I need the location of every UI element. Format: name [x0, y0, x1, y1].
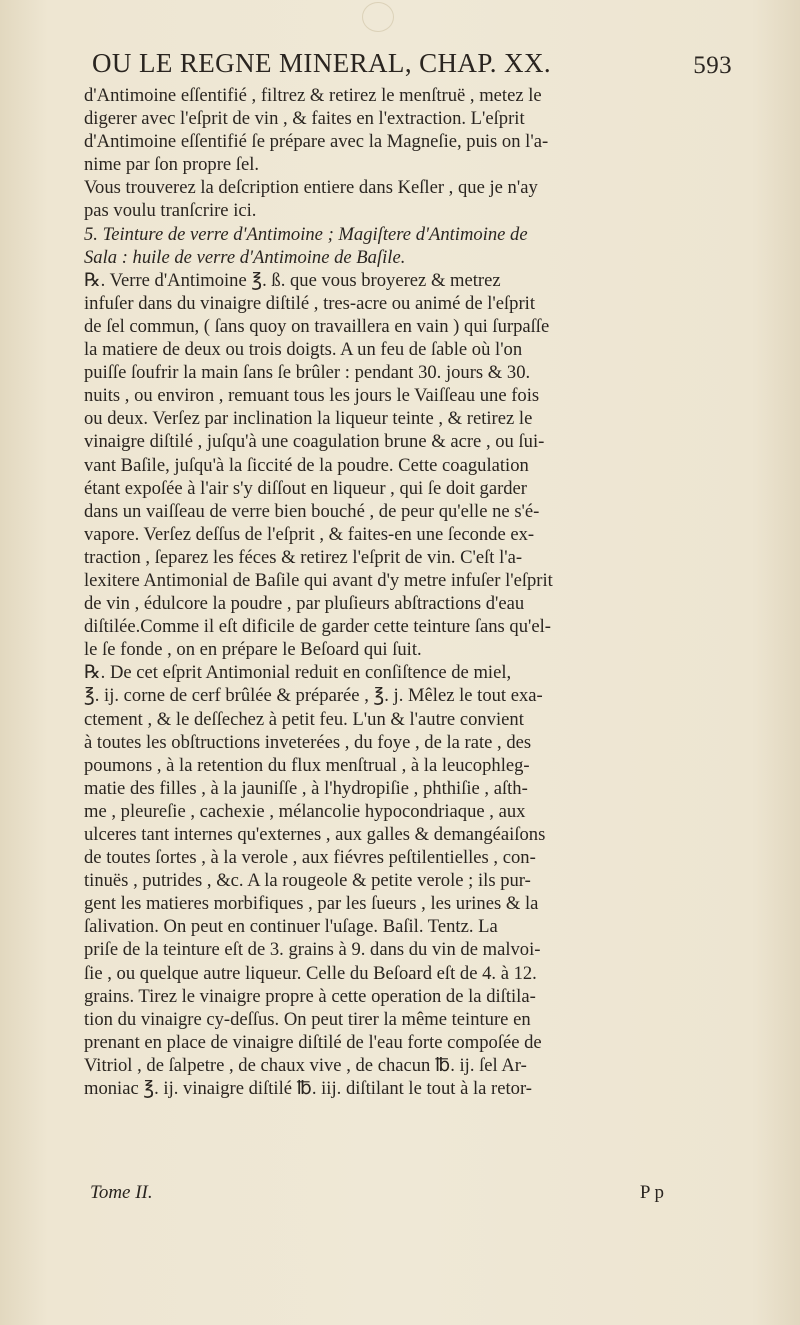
- text-line: grains. Tirez le vinaigre propre à cette operation de la diſtila-: [84, 985, 536, 1007]
- text-line: infuſer dans du vinaigre diſtilé , tres-acre ou animé de l'eſprit: [84, 292, 535, 314]
- text-line: Sala : huile de verre d'Antimoine de Baſile.: [84, 246, 406, 268]
- text-line: Vitriol , de ſalpetre , de chaux vive , de chacun ℔. ij. ſel Ar-: [84, 1054, 527, 1076]
- text-line: le ſe fonde , on en prépare le Beſoard qui ſuit.: [84, 639, 422, 661]
- library-stamp: [362, 2, 394, 32]
- page-footer: [84, 1182, 734, 1210]
- text-line: dans un vaiſſeau de verre bien bouché , de peur qu'elle ne s'é-: [84, 500, 540, 522]
- text-line: moniac ℥. ij. vinaigre diſtilé ℔. iij. diſtilant le tout à la retor-: [84, 1078, 532, 1100]
- text-line: de vin , édulcore la poudre , par pluſieurs abſtractions d'eau: [84, 593, 525, 615]
- text-line: de toutes ſortes , à la verole , aux fiévres peſtilentielles , con-: [84, 847, 536, 869]
- text-line: vant Baſile, juſqu'à la ſiccité de la poudre. Cette coagulation: [84, 454, 529, 476]
- text-line: nuits , ou environ , remuant tous les jours le Vaiſſeau une fois: [84, 385, 540, 407]
- text-line: ſie , ou quelque autre liqueur. Celle du Beſoard eſt de 4. à 12.: [84, 962, 537, 984]
- text-line: vapore. Verſez deſſus de l'eſprit , & faites-en une ſeconde ex-: [84, 523, 535, 545]
- text-line: Vous trouverez la deſcription entiere dans Keſler , que je n'ay: [84, 177, 538, 199]
- text-line: ou deux. Verſez par inclination la liqueur teinte , & retirez le: [84, 408, 533, 430]
- text-line: matie des filles , à la jauniſſe , à l'hydropiſie , phthiſie , aſth-: [84, 777, 528, 799]
- text-line: poumons , à la retention du flux menſtrual , à la leucophleg-: [84, 754, 530, 776]
- page-number: 593: [693, 52, 732, 79]
- text-line: ℞. De cet eſprit Antimonial reduit en conſiſtence de miel,: [84, 662, 512, 684]
- text-line: prenant en place de vinaigre diſtilé de l'eau forte compoſée de: [84, 1031, 542, 1053]
- text-line: ctement , & le deſſechez à petit feu. L'un & l'autre convient: [84, 708, 524, 730]
- chapter-title: OU LE REGNE MINERAL, CHAP. XX.: [92, 48, 551, 78]
- text-line: priſe de la teinture eſt de 3. grains à 9. dans du vin de malvoi-: [84, 939, 541, 961]
- text-line: traction , ſeparez les féces & retirez l'eſprit de vin. C'eſt l'a-: [84, 546, 523, 568]
- text-line: tion du vinaigre cy-deſſus. On peut tirer la même teinture en: [84, 1008, 531, 1030]
- text-line: diſtilée.Comme il eſt dificile de garder cette teinture ſans qu'el-: [84, 616, 551, 638]
- text-line: nime par ſon propre ſel.: [84, 154, 260, 176]
- text-line: 5. Teinture de verre d'Antimoine ; Magiſtere d'Antimoine de: [84, 223, 528, 245]
- text-line: digerer avec l'eſprit de vin , & faites en l'extraction. L'eſprit: [84, 108, 525, 130]
- text-line: gent les matieres morbifiques , par les ſueurs , les urines & la: [84, 893, 539, 915]
- text-line: la matiere de deux ou trois doigts. A un feu de ſable où l'on: [84, 339, 523, 361]
- text-line: d'Antimoine eſſentifié ſe prépare avec la Magneſie, puis on l'a-: [84, 131, 549, 153]
- text-line: ſalivation. On peut en continuer l'uſage. Baſil. Tentz. La: [84, 916, 498, 938]
- text-line: puiſſe ſoufrir la main ſans ſe brûler : pendant 30. jours & 30.: [84, 362, 531, 384]
- text-line: étant expoſée à l'air s'y diſſout en liqueur , qui ſe doit garder: [84, 477, 527, 499]
- text-line: ℥. ij. corne de cerf brûlée & préparée , ℥. j. Mêlez le tout exa-: [84, 685, 543, 707]
- tome-label: Tome II.: [90, 1182, 153, 1203]
- text-line: d'Antimoine eſſentifié , filtrez & retirez le menſtruë , metez le: [84, 85, 542, 106]
- page-body-text: [84, 84, 734, 1100]
- text-line: à toutes les obſtructions inveterées , du foye , de la rate , des: [84, 731, 532, 753]
- text-line: pas voulu tranſcrire ici.: [84, 200, 257, 222]
- text-line: lexitere Antimonial de Baſile qui avant d'y metre infuſer l'eſprit: [84, 569, 553, 591]
- text-line: ℞. Verre d'Antimoine ℥. ß. que vous broyerez & metrez: [84, 269, 501, 291]
- signature-mark: P p: [639, 1182, 664, 1203]
- text-line: ulceres tant internes qu'externes , aux galles & demangéaiſons: [84, 824, 546, 845]
- text-line: de ſel commun, ( ſans quoy on travaillera en vain ) qui ſurpaſſe: [84, 315, 550, 337]
- text-line: vinaigre diſtilé , juſqu'à une coagulation brune & acre , ou ſui-: [84, 431, 545, 453]
- text-line: tinuës , putrides , &c. A la rougeole & petite verole ; ils pur-: [84, 870, 531, 892]
- text-line: me , pleureſie , cachexie , mélancolie hypocondriaque , aux: [84, 800, 526, 822]
- running-header: [92, 48, 732, 84]
